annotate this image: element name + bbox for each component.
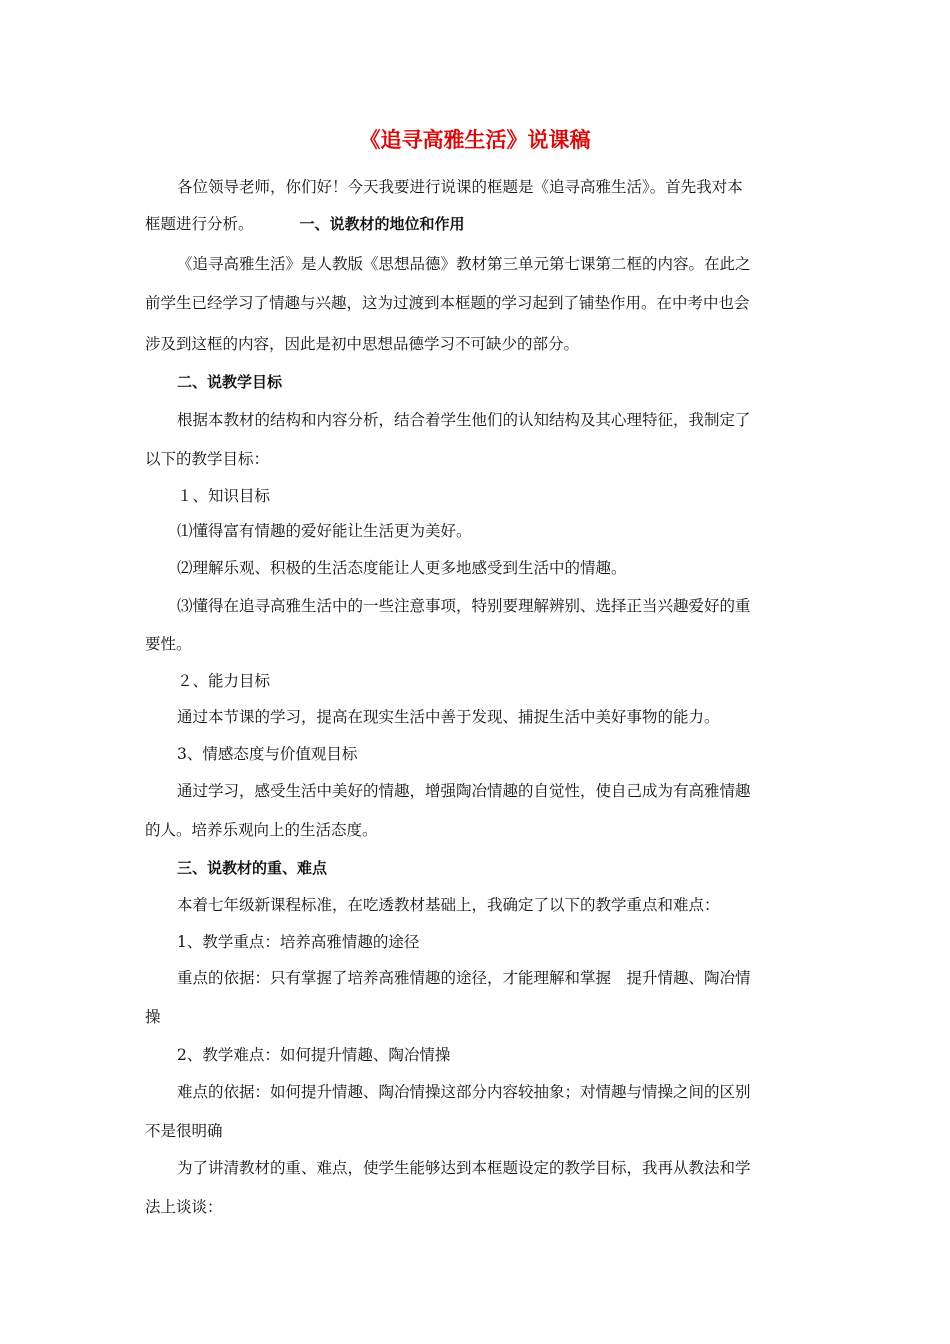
section-heading-3: 三、说教材的重、难点 bbox=[177, 859, 328, 877]
section-heading-2: 二、说教学目标 bbox=[177, 373, 283, 391]
list-heading: ２、能力目标 bbox=[177, 672, 271, 690]
paragraph-line: 重点的依据：只有掌握了培养高雅情趣的途径，才能理解和掌握 提升情趣、陶冶情 bbox=[177, 969, 751, 987]
paragraph-line: 通过本节课的学习，提高在现实生活中善于发现、捕捉生活中美好事物的能力。 bbox=[177, 708, 720, 726]
list-item: 2、教学难点：如何提升情趣、陶冶情操 bbox=[177, 1046, 451, 1064]
paragraph-line: 通过学习，感受生活中美好的情趣，增强陶冶情趣的自觉性，使自己成为有高雅情趣 bbox=[177, 782, 751, 800]
list-item: ⑵理解乐观、积极的生活态度能让人更多地感受到生活中的情趣。 bbox=[177, 559, 627, 577]
paragraph-line: 本着七年级新课程标准，在吃透教材基础上，我确定了以下的教学重点和难点： bbox=[177, 896, 720, 914]
paragraph-line: 的人。培养乐观向上的生活态度。 bbox=[145, 821, 378, 839]
list-item: ⑶懂得在追寻高雅生活中的一些注意事项，特别要理解辨别、选择正当兴趣爱好的重 bbox=[177, 597, 751, 615]
paragraph-line: 涉及到这框的内容，因此是初中思想品德学习不可缺少的部分。 bbox=[145, 335, 580, 353]
intro-line-1: 各位领导老师，你们好！今天我要进行说课的框题是《追寻高雅生活》。首先我对本 bbox=[177, 178, 743, 196]
paragraph-line: 不是很明确 bbox=[145, 1122, 223, 1140]
intro-line-2 bbox=[145, 213, 810, 235]
list-item: ⑴懂得富有情趣的爱好能让生活更为美好。 bbox=[177, 522, 472, 540]
section-heading-1: 一、说教材的地位和作用 bbox=[299, 215, 465, 233]
intro-line-2-text: 框题进行分析。 bbox=[145, 215, 254, 233]
paragraph-line: 为了讲清教材的重、难点，使学生能够达到本框题设定的教学目标，我再从教法和学 bbox=[177, 1159, 751, 1177]
paragraph-line: 前学生已经学习了情趣与兴趣，这为过渡到本框题的学习起到了铺垫作用。在中考中也会 bbox=[145, 294, 750, 312]
paragraph-line: 根据本教材的结构和内容分析，结合着学生他们的认知结构及其心理特征，我制定了 bbox=[177, 411, 751, 429]
paragraph-line: 要性。 bbox=[145, 635, 192, 653]
paragraph-line: 以下的教学目标： bbox=[145, 450, 270, 468]
list-heading: １、知识目标 bbox=[177, 487, 271, 505]
paragraph-line: 操 bbox=[145, 1008, 161, 1026]
list-heading: 3、情感态度与价值观目标 bbox=[177, 745, 358, 763]
paragraph-line: 《追寻高雅生活》是人教版《思想品德》教材第三单元第七课第二框的内容。在此之 bbox=[177, 255, 751, 273]
list-item: 1、教学重点：培养高雅情趣的途径 bbox=[177, 933, 420, 951]
document-title: 《追寻高雅生活》说课稿 bbox=[359, 128, 591, 152]
paragraph-line: 难点的依据：如何提升情趣、陶冶情操这部分内容较抽象；对情趣与情操之间的区别 bbox=[177, 1083, 751, 1101]
paragraph-line: 法上谈谈： bbox=[145, 1198, 223, 1216]
